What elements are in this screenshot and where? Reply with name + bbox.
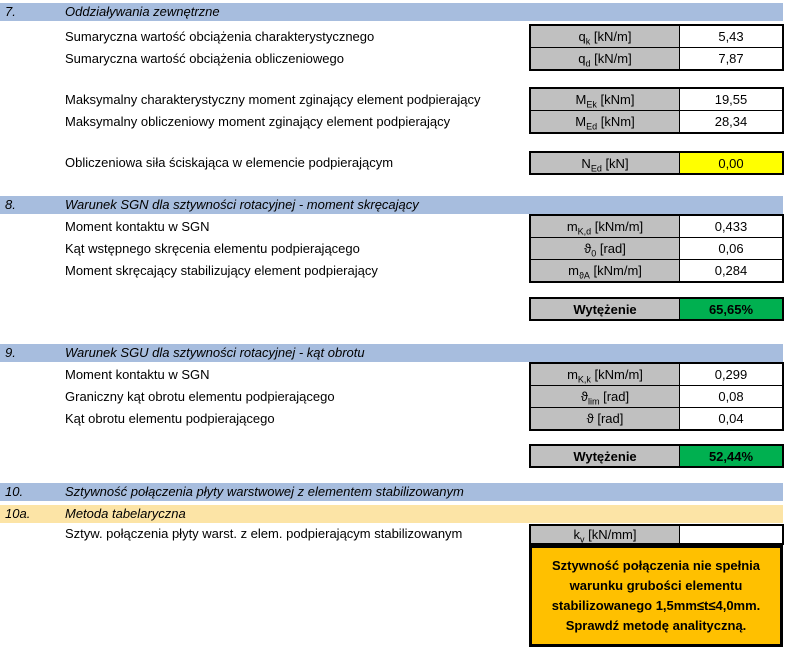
value-cell-ned-input[interactable]: 0,00 bbox=[680, 152, 784, 174]
table-stiffness bbox=[529, 524, 784, 545]
utilization-value-sgu[interactable]: 52,44% bbox=[680, 445, 784, 467]
row-label-mkd: Moment kontaktu w SGN bbox=[65, 219, 210, 234]
symbol-cell-thetalim: $ϑ_{lim}$ [rad] bbox=[530, 386, 680, 408]
symbol-cell-med: $M_{Ed}$ [kNm] bbox=[530, 111, 680, 134]
section10a-title: Metoda tabelaryczna bbox=[65, 506, 186, 521]
table-loads bbox=[529, 24, 784, 71]
section7-number: 7. bbox=[5, 4, 16, 19]
table-row bbox=[530, 152, 783, 174]
table-row bbox=[530, 408, 783, 431]
table-row bbox=[530, 386, 783, 408]
symbol-cell-mthetaA: $m_{ϑA}$ [kNm/m] bbox=[530, 260, 680, 283]
table-row bbox=[530, 111, 783, 134]
table-sgn-rotation bbox=[529, 214, 784, 283]
row-label-theta0: Kąt wstępnego skręcenia elementu podpierającego bbox=[65, 241, 360, 256]
value-cell-mek[interactable]: 19,55 bbox=[680, 88, 784, 111]
utilization-value-sgn[interactable]: 65,65% bbox=[680, 298, 784, 320]
value-cell-theta0[interactable]: 0,06 bbox=[680, 238, 784, 260]
table-row bbox=[530, 298, 783, 320]
table-row bbox=[530, 215, 783, 238]
value-cell-med[interactable]: 28,34 bbox=[680, 111, 784, 134]
section9-number: 9. bbox=[5, 345, 16, 360]
section10a-header bbox=[0, 505, 783, 523]
table-row bbox=[530, 25, 783, 48]
table-row bbox=[530, 238, 783, 260]
value-cell-qk[interactable]: 5,43 bbox=[680, 25, 784, 48]
section10a-number: 10a. bbox=[5, 506, 31, 521]
value-cell-thetalim[interactable]: 0,08 bbox=[680, 386, 784, 408]
symbol-cell-theta0: $ϑ_0$ [rad] bbox=[530, 238, 680, 260]
value-cell-mkk[interactable]: 0,299 bbox=[680, 363, 784, 386]
utilization-label-sgn: Wytężenie bbox=[530, 298, 680, 320]
table-row bbox=[530, 525, 783, 544]
row-label-kv: Sztyw. połączenia płyty warst. z elem. podpierającym stabilizowanym bbox=[65, 526, 463, 541]
section10-title: Sztywność połączenia płyty warstwowej z elementem stabilizowanym bbox=[65, 484, 464, 499]
row-label-thetalim: Graniczny kąt obrotu elementu podpierającego bbox=[65, 389, 335, 404]
symbol-cell-kv: $k_v$ [kN/mm] bbox=[530, 525, 680, 544]
section9-title: Warunek SGU dla sztywności rotacyjnej - kąt obrotu bbox=[65, 345, 365, 360]
row-label-med: Maksymalny obliczeniowy moment zginający element podpierający bbox=[65, 114, 451, 129]
table-axial-force bbox=[529, 151, 784, 175]
value-cell-mkd[interactable]: 0,433 bbox=[680, 215, 784, 238]
table-moments bbox=[529, 87, 784, 134]
table-utilization-sgu bbox=[529, 444, 784, 468]
section9-header bbox=[0, 344, 783, 362]
value-cell-theta[interactable]: 0,04 bbox=[680, 408, 784, 431]
section8-header bbox=[0, 196, 783, 214]
section7-title: Oddziaływania zewnętrzne bbox=[65, 4, 220, 19]
row-label-ned: Obliczeniowa siła ściskająca w elemencie podpierającym bbox=[65, 155, 394, 170]
symbol-cell-mek: $M_{Ek}$ [kNm] bbox=[530, 88, 680, 111]
table-row bbox=[530, 363, 783, 386]
table-row bbox=[530, 48, 783, 71]
warning-message: Sztywność połączenia nie spełnia warunku grubości elementu stabilizowanego 1,5mm≤t≤4,0mm. Sprawdź metodę analityczną. bbox=[551, 558, 761, 633]
section7-header bbox=[0, 3, 783, 21]
section8-title: Warunek SGN dla sztywności rotacyjnej - moment skręcający bbox=[65, 197, 419, 212]
section10-header bbox=[0, 483, 783, 501]
table-row bbox=[530, 88, 783, 111]
section8-number: 8. bbox=[5, 197, 16, 212]
table-utilization-sgn bbox=[529, 297, 784, 321]
value-cell-kv[interactable] bbox=[680, 525, 784, 544]
symbol-cell-theta: ϑ [rad] bbox=[530, 408, 680, 431]
utilization-label-sgu: Wytężenie bbox=[530, 445, 680, 467]
table-row bbox=[530, 260, 783, 283]
warning-box bbox=[529, 545, 783, 647]
row-label-mek: Maksymalny charakterystyczny moment zginający element podpierający bbox=[65, 92, 481, 107]
table-row bbox=[530, 445, 783, 467]
symbol-cell-mkd: $m_{K,d}$ [kNm/m] bbox=[530, 215, 680, 238]
row-label-qk: Sumaryczna wartość obciążenia charakterystycznego bbox=[65, 29, 375, 44]
row-label-mthetaA: Moment skręcający stabilizujący element podpierający bbox=[65, 263, 378, 278]
symbol-cell-ned: $N_{Ed}$ [kN] bbox=[530, 152, 680, 174]
symbol-cell-mkk: $m_{K,k}$ [kNm/m] bbox=[530, 363, 680, 386]
row-label-mkk: Moment kontaktu w SGN bbox=[65, 367, 210, 382]
symbol-cell-qk: $q_k$ [kN/m] bbox=[530, 25, 680, 48]
value-cell-mthetaA[interactable]: 0,284 bbox=[680, 260, 784, 283]
value-cell-qd[interactable]: 7,87 bbox=[680, 48, 784, 71]
table-sgu-rotation bbox=[529, 362, 784, 431]
row-label-theta: Kąt obrotu elementu podpierającego bbox=[65, 411, 275, 426]
row-label-qd: Sumaryczna wartość obciążenia obliczeniowego bbox=[65, 51, 344, 66]
section10-number: 10. bbox=[5, 484, 24, 499]
symbol-cell-qd: $q_d$ [kN/m] bbox=[530, 48, 680, 71]
